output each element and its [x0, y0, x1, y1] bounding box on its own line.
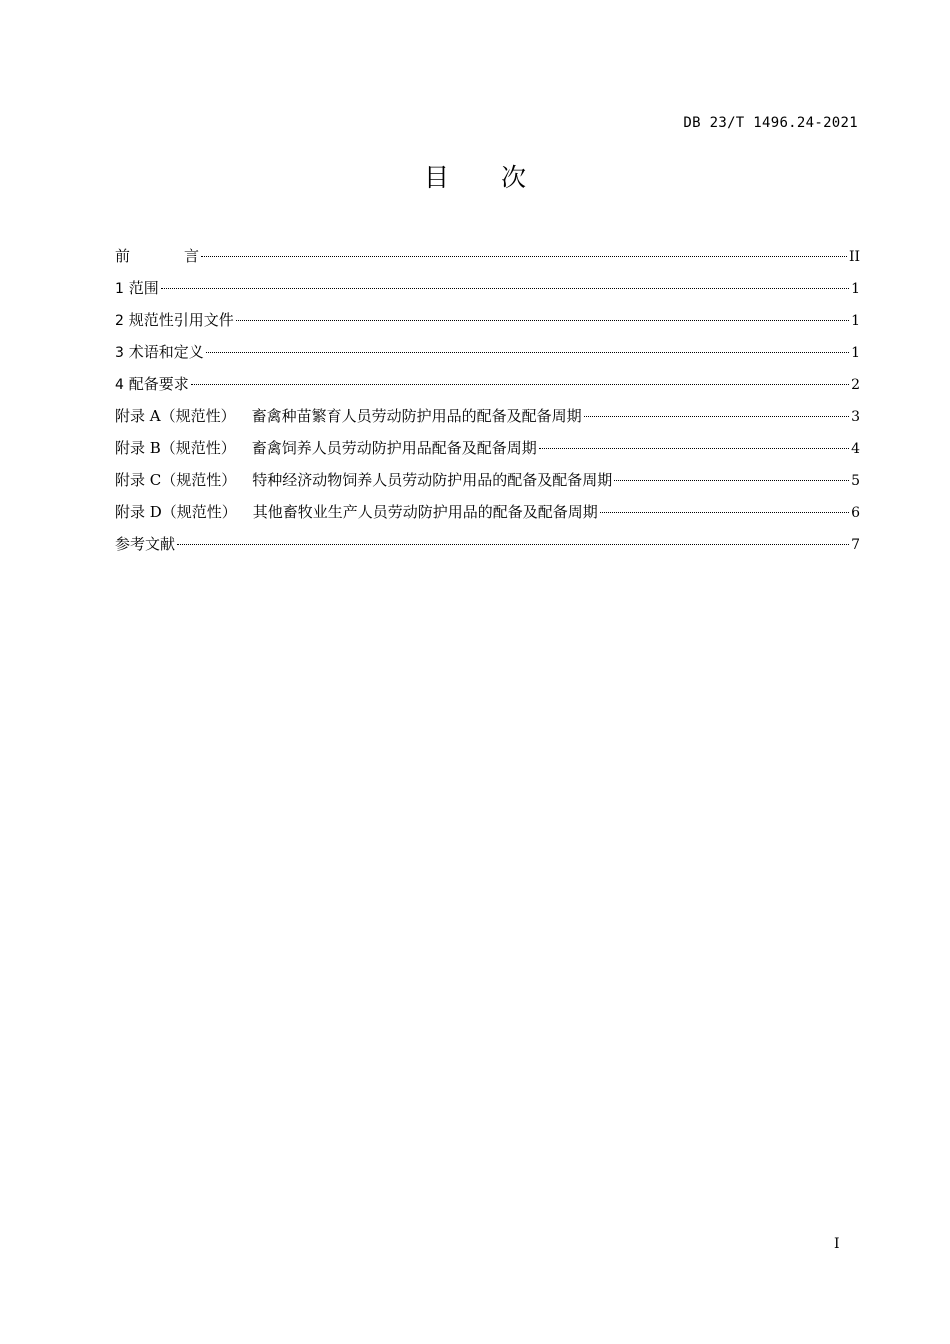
toc-entry-terms-definitions[interactable] — [115, 340, 860, 372]
dot-leader — [600, 512, 849, 513]
table-of-contents — [115, 244, 860, 564]
toc-entry-requirements[interactable] — [115, 372, 860, 404]
toc-entry-annex-d[interactable] — [115, 500, 860, 532]
toc-entry-foreword[interactable] — [115, 244, 860, 276]
toc-entry-label: 附录 A（规范性） 畜禽种苗繁育人员劳动防护用品的配备及配备周期 — [115, 407, 582, 425]
toc-entry-label: 2 规范性引用文件 — [115, 311, 234, 329]
dot-leader — [206, 352, 849, 353]
toc-entry-annex-a[interactable] — [115, 404, 860, 436]
dot-leader — [614, 480, 849, 481]
toc-entry-label: 附录 D（规范性） 其他畜牧业生产人员劳动防护用品的配备及配备周期 — [115, 503, 598, 521]
toc-page-number: 1 — [851, 281, 860, 297]
page-title — [0, 158, 950, 194]
toc-entry-label: 4 配备要求 — [115, 375, 189, 393]
toc-entry-label: 3 术语和定义 — [115, 343, 204, 361]
toc-page-number: 1 — [851, 313, 860, 329]
toc-page-number: 2 — [851, 377, 860, 393]
dot-leader — [201, 256, 847, 257]
dot-leader — [539, 448, 849, 449]
toc-entry-label: 1 范围 — [115, 279, 159, 297]
toc-entry-annex-b[interactable] — [115, 436, 860, 468]
dot-leader — [161, 288, 849, 289]
toc-entry-label: 前言 — [115, 247, 199, 265]
title-char-right: 次 — [501, 163, 527, 192]
toc-page-number: 4 — [851, 441, 860, 457]
toc-entry-label: 附录 C（规范性） 特种经济动物饲养人员劳动防护用品的配备及配备周期 — [115, 471, 613, 489]
page-number: I — [834, 1236, 840, 1252]
dot-leader — [191, 384, 849, 385]
toc-page-number: 7 — [851, 537, 860, 553]
toc-entry-scope[interactable] — [115, 276, 860, 308]
toc-page-number: 5 — [851, 473, 860, 489]
toc-page-number: 1 — [851, 345, 860, 361]
toc-entry-annex-c[interactable] — [115, 468, 860, 500]
dot-leader — [177, 544, 849, 545]
toc-entry-label: 附录 B（规范性） 畜禽饲养人员劳动防护用品配备及配备周期 — [115, 439, 537, 457]
dot-leader — [584, 416, 849, 417]
toc-page-number: 3 — [851, 409, 860, 425]
toc-entry-normative-references[interactable] — [115, 308, 860, 340]
toc-entry-label: 参考文献 — [115, 535, 176, 553]
document-code: DB 23/T 1496.24-2021 — [683, 115, 858, 131]
dot-leader — [236, 320, 849, 321]
toc-entry-bibliography[interactable] — [115, 532, 860, 564]
title-char-left: 目 — [423, 163, 449, 192]
toc-page-number: 6 — [851, 505, 860, 521]
toc-page-number: II — [848, 249, 860, 265]
